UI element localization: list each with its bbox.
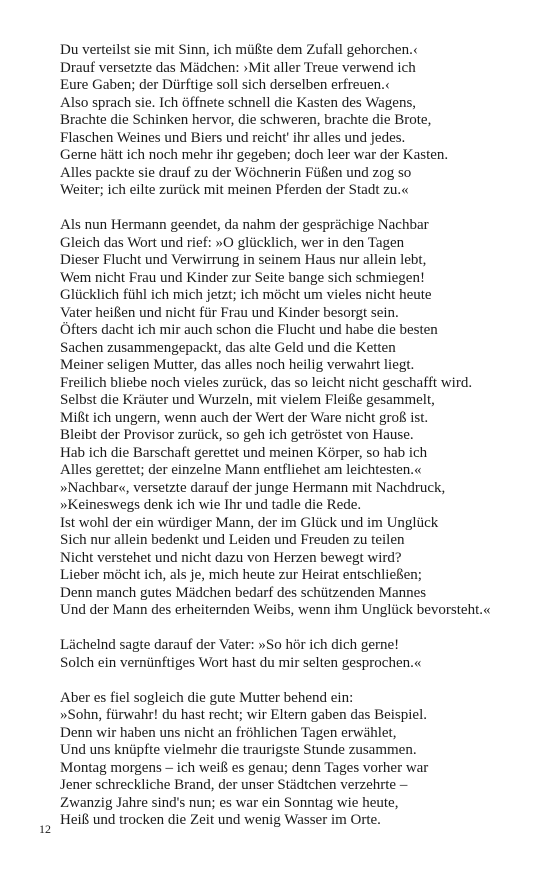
- stanza: [60, 217, 510, 620]
- verse-line: Solch ein vernünftiges Wort hast du mir selten gesprochen.«: [60, 654, 422, 671]
- verse-line: Hab ich die Barschaft gerettet und meinen Körper, so hab ich: [60, 444, 428, 461]
- verse-line: Denn manch gutes Mädchen bedarf des schützenden Mannes: [60, 584, 427, 601]
- verse-line: Mißt ich ungern, wenn auch der Wert der Ware nicht groß ist.: [60, 409, 429, 426]
- stanza: [60, 42, 510, 200]
- verse-line: »Nachbar«, versetzte darauf der junge Hermann mit Nachdruck,: [60, 479, 446, 496]
- verse-line: Zwanzig Jahre sind's nun; es war ein Sonntag wie heute,: [60, 794, 399, 811]
- verse-line: Und uns knüpfte vielmehr die traurigste Stunde zusammen.: [60, 742, 417, 758]
- verse-line: Lächelnd sagte darauf der Vater: »So hör ich dich gerne!: [60, 637, 400, 653]
- verse-line: Sachen zusammengepackt, das alte Geld und die Ketten: [60, 339, 396, 356]
- verse-line: Glücklich fühl ich mich jetzt; ich möcht um vieles nicht heute: [60, 287, 432, 303]
- verse-line: Ist wohl der ein würdiger Mann, der im Glück und im Unglück: [60, 514, 439, 531]
- verse-line: Sich nur allein bedenkt und Leiden und Freuden zu teilen: [60, 532, 405, 548]
- verse-line: Denn wir haben uns nicht an fröhlichen Tagen erwählet,: [60, 724, 397, 741]
- verse-line: Also sprach sie. Ich öffnete schnell die Kasten des Wagens,: [60, 94, 417, 111]
- verse-line: Als nun Hermann geendet, da nahm der gesprächige Nachbar: [60, 217, 429, 233]
- verse-line: Brachte die Schinken hervor, die schweren, brachte die Brote,: [60, 112, 432, 128]
- verse-line: »Keineswegs denk ich wie Ihr und tadle die Rede.: [60, 497, 362, 513]
- verse-line: Weiter; ich eilte zurück mit meinen Pferden der Stadt zu.«: [60, 182, 409, 198]
- verse-line: Und der Mann des erheiternden Weibs, wenn ihm Unglück bevorsteht.«: [60, 602, 491, 618]
- verse-line: Heiß und trocken die Zeit und wenig Wasser im Orte.: [60, 812, 381, 828]
- verse-line: Gerne hätt ich noch mehr ihr gegeben; doch leer war der Kasten.: [60, 147, 449, 163]
- verse-line: Aber es fiel sogleich die gute Mutter behend ein:: [60, 689, 354, 706]
- verse-line: Alles packte sie drauf zu der Wöchnerin Füßen und zog so: [60, 164, 412, 181]
- poem-text: [60, 42, 510, 830]
- verse-line: Nicht verstehet und nicht dazu von Herzen bewegt wird?: [60, 549, 402, 566]
- verse-line: Dieser Flucht und Verwirrung in seinem Haus nur allein lebt,: [60, 252, 427, 268]
- verse-line: Selbst die Kräuter und Wurzeln, mit vielem Fleiße gesammelt,: [60, 392, 435, 408]
- verse-line: Montag morgens – ich weiß es genau; denn Tages vorher war: [60, 759, 429, 776]
- verse-line: Freilich bliebe noch vieles zurück, das so leicht nicht geschafft wird.: [60, 374, 473, 391]
- verse-line: Bleibt der Provisor zurück, so geh ich getröstet von Hause.: [60, 427, 414, 443]
- verse-line: Flaschen Weines und Biers und reicht' ihr alles und jedes.: [60, 129, 406, 146]
- verse-line: »Sohn, fürwahr! du hast recht; wir Eltern gaben das Beispiel.: [60, 707, 427, 723]
- verse-line: Eure Gaben; der Dürftige soll sich derselben erfreuen.‹: [60, 77, 390, 93]
- verse-line: Drauf versetzte das Mädchen: ›Mit aller Treue verwend ich: [60, 59, 416, 76]
- verse-line: Öfters dacht ich mir auch schon die Flucht und habe die besten: [60, 322, 438, 338]
- stanza: [60, 690, 510, 830]
- stanza: [60, 637, 510, 672]
- page-number: 12: [39, 822, 51, 836]
- verse-line: Meiner seligen Mutter, das alles noch heilig verwahrt liegt.: [60, 357, 415, 373]
- verse-line: Du verteilst sie mit Sinn, ich müßte dem Zufall gehorchen.‹: [60, 42, 418, 58]
- verse-line: Alles gerettet; der einzelne Mann entfliehet am leichtesten.«: [60, 462, 422, 478]
- verse-line: Vater heißen und nicht für Frau und Kinder besorgt sein.: [60, 304, 399, 321]
- verse-line: Gleich das Wort und rief: »O glücklich, wer in den Tagen: [60, 234, 405, 251]
- verse-line: Jener schreckliche Brand, der unser Städtchen verzehrte –: [60, 777, 408, 793]
- verse-line: Lieber möcht ich, als je, mich heute zur Heirat entschließen;: [60, 567, 422, 583]
- verse-line: Wem nicht Frau und Kinder zur Seite bange sich schmiegen!: [60, 269, 425, 286]
